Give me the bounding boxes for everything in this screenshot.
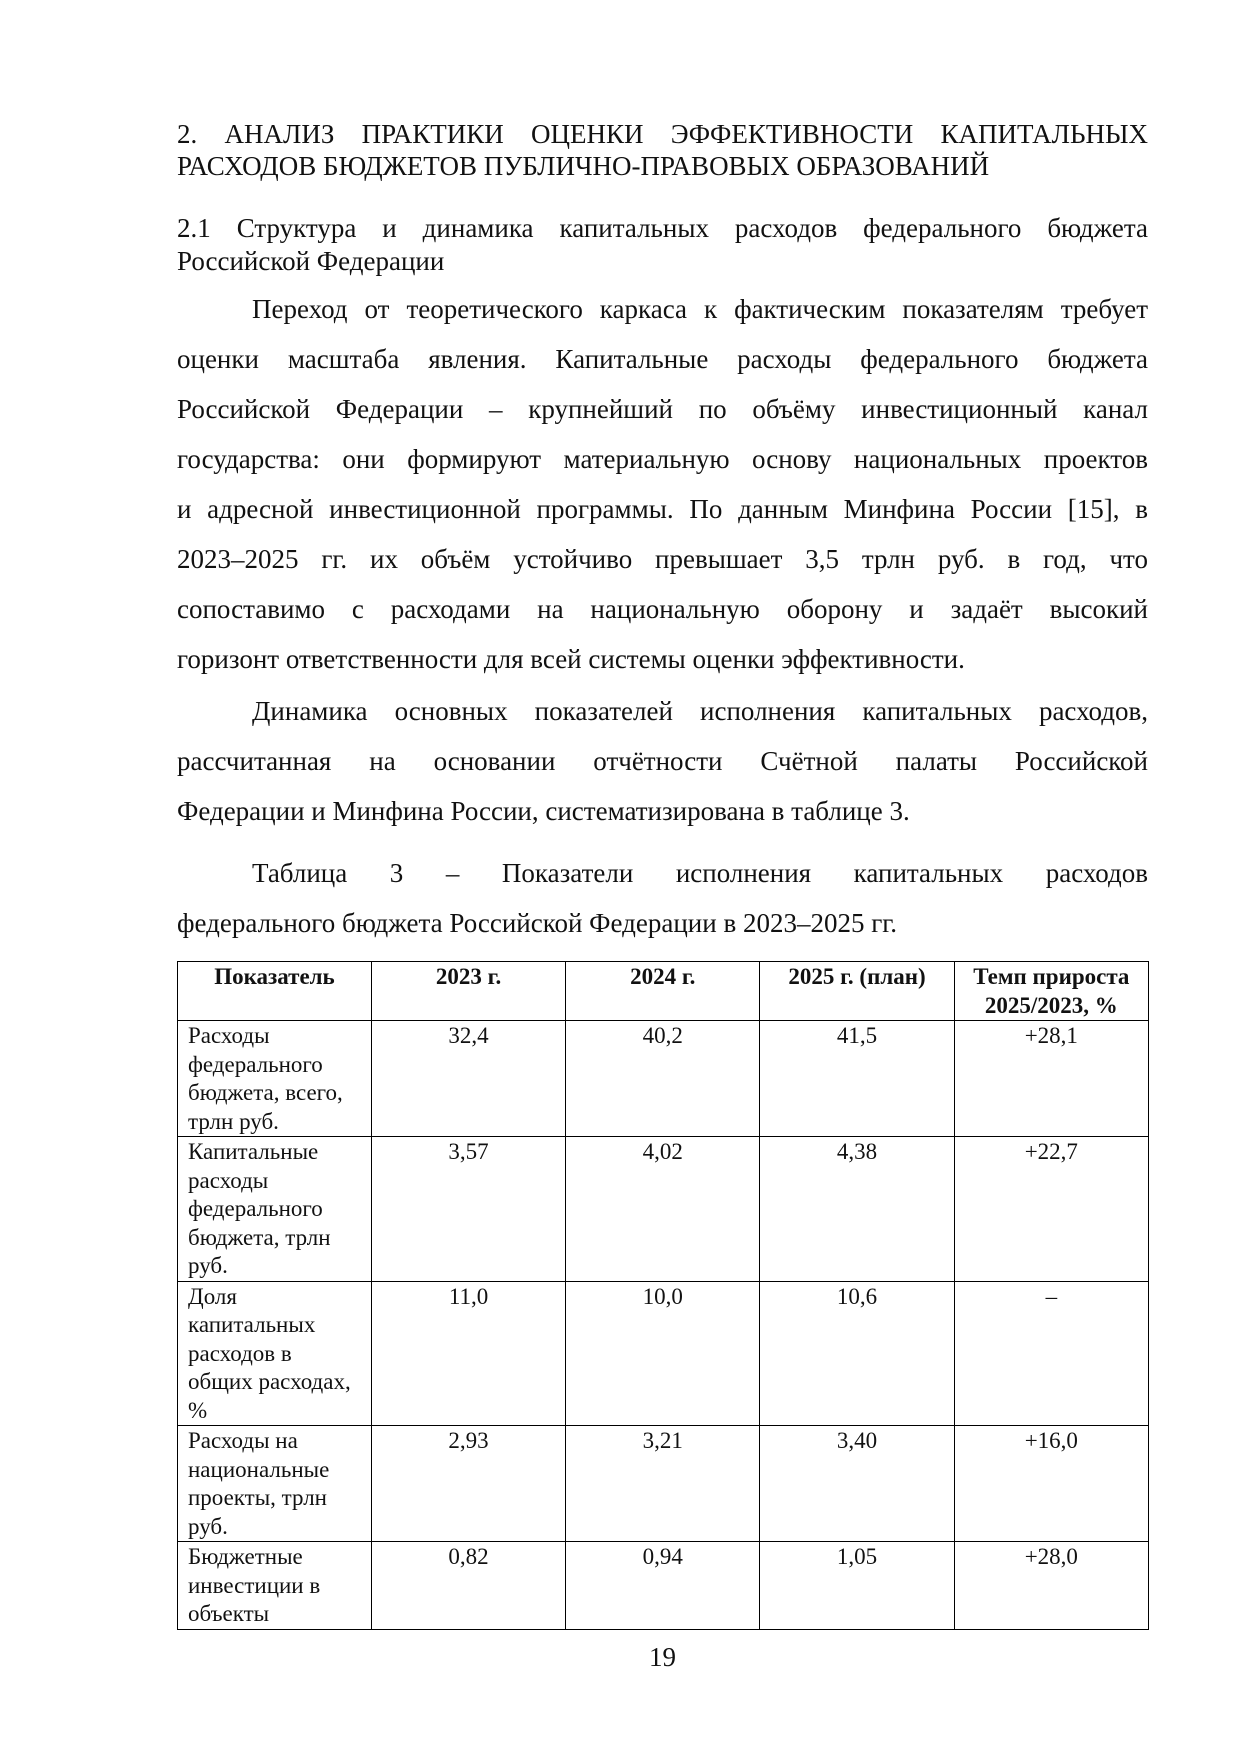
paragraph-line: оценки масштаба явления. Капитальные расходы федерального бюджета: [177, 344, 1148, 374]
table-cell: 41,5: [760, 1021, 954, 1137]
table-cell: –: [954, 1281, 1148, 1426]
table-cell: 10,6: [760, 1281, 954, 1426]
column-header: 2023 г.: [371, 962, 565, 1021]
table-cell: 0,82: [371, 1542, 565, 1630]
indicators-table: [177, 961, 1149, 1630]
table-cell: +28,1: [954, 1021, 1148, 1137]
column-header: Темп прироста 2025/2023, %: [954, 962, 1148, 1021]
row-label: Расходы федерального бюджета, всего, трлн руб.: [178, 1021, 372, 1137]
section-title-line: Российской Федерации: [177, 246, 445, 276]
table-cell: 10,0: [566, 1281, 760, 1426]
table-cell: 4,38: [760, 1137, 954, 1282]
paragraph-line: горизонт ответственности для всей системы оценки эффективности.: [177, 644, 965, 674]
table-cell: 40,2: [566, 1021, 760, 1137]
table-caption: [177, 848, 1148, 948]
chapter-title-line: 2. АНАЛИЗ ПРАКТИКИ ОЦЕНКИ ЭФФЕКТИВНОСТИ КАПИТАЛЬНЫХ: [177, 119, 1148, 149]
row-label: Доля капитальных расходов в общих расходах, %: [178, 1281, 372, 1426]
paragraph-line: сопоставимо с расходами на национальную оборону и задаёт высокий: [177, 594, 1148, 624]
table-row: [178, 1426, 1149, 1542]
caption-line: Таблица 3 – Показатели исполнения капитальных расходов: [252, 858, 1148, 888]
paragraph-line: 2023–2025 гг. их объём устойчиво превышает 3,5 трлн руб. в год, что: [177, 544, 1148, 574]
table-cell: +16,0: [954, 1426, 1148, 1542]
row-label: Капитальные расходы федерального бюджета, трлн руб.: [178, 1137, 372, 1282]
document-page: [177, 0, 1148, 1754]
table-cell: 3,40: [760, 1426, 954, 1542]
paragraph-line: рассчитанная на основании отчётности Счётной палаты Российской: [177, 746, 1148, 776]
column-header: 2025 г. (план): [760, 962, 954, 1021]
chapter-title: [177, 118, 1148, 182]
paragraph-line: и адресной инвестиционной программы. По данным Минфина России [15], в: [177, 494, 1148, 524]
paragraph-line: Динамика основных показателей исполнения капитальных расходов,: [252, 696, 1148, 726]
table-cell: 4,02: [566, 1137, 760, 1282]
paragraph-line: государства: они формируют материальную основу национальных проектов: [177, 444, 1148, 474]
table-cell: +22,7: [954, 1137, 1148, 1282]
column-header: Показатель: [178, 962, 372, 1021]
table-row: [178, 1281, 1149, 1426]
page-number: 19: [649, 1642, 676, 1672]
table-cell: 11,0: [371, 1281, 565, 1426]
table-cell: 1,05: [760, 1542, 954, 1630]
paragraph-line: Переход от теоретического каркаса к фактическим показателям требует: [252, 294, 1148, 324]
row-label: Расходы на национальные проекты, трлн руб.: [178, 1426, 372, 1542]
paragraph-line: Российской Федерации – крупнейший по объёму инвестиционный канал: [177, 394, 1148, 424]
table-row: [178, 1137, 1149, 1282]
table-cell: 32,4: [371, 1021, 565, 1137]
table-cell: +28,0: [954, 1542, 1148, 1630]
caption-line: федерального бюджета Российской Федерации в 2023–2025 гг.: [177, 908, 898, 938]
chapter-title-line: РАСХОДОВ БЮДЖЕТОВ ПУБЛИЧНО-ПРАВОВЫХ ОБРАЗОВАНИЙ: [177, 151, 990, 181]
table-header-row: [178, 962, 1149, 1021]
table-cell: 3,21: [566, 1426, 760, 1542]
table-cell: 3,57: [371, 1137, 565, 1282]
paragraph-line: Федерации и Минфина России, систематизирована в таблице 3.: [177, 796, 910, 826]
section-title-line: 2.1 Структура и динамика капитальных расходов федерального бюджета: [177, 213, 1148, 243]
body-paragraph: [177, 284, 1148, 684]
section-title: [177, 212, 1148, 278]
table-row: [178, 1021, 1149, 1137]
column-header: 2024 г.: [566, 962, 760, 1021]
table-row: [178, 1542, 1149, 1630]
row-label: Бюджетные инвестиции в объекты: [178, 1542, 372, 1630]
body-paragraph: [177, 686, 1148, 836]
table-cell: 0,94: [566, 1542, 760, 1630]
table-cell: 2,93: [371, 1426, 565, 1542]
